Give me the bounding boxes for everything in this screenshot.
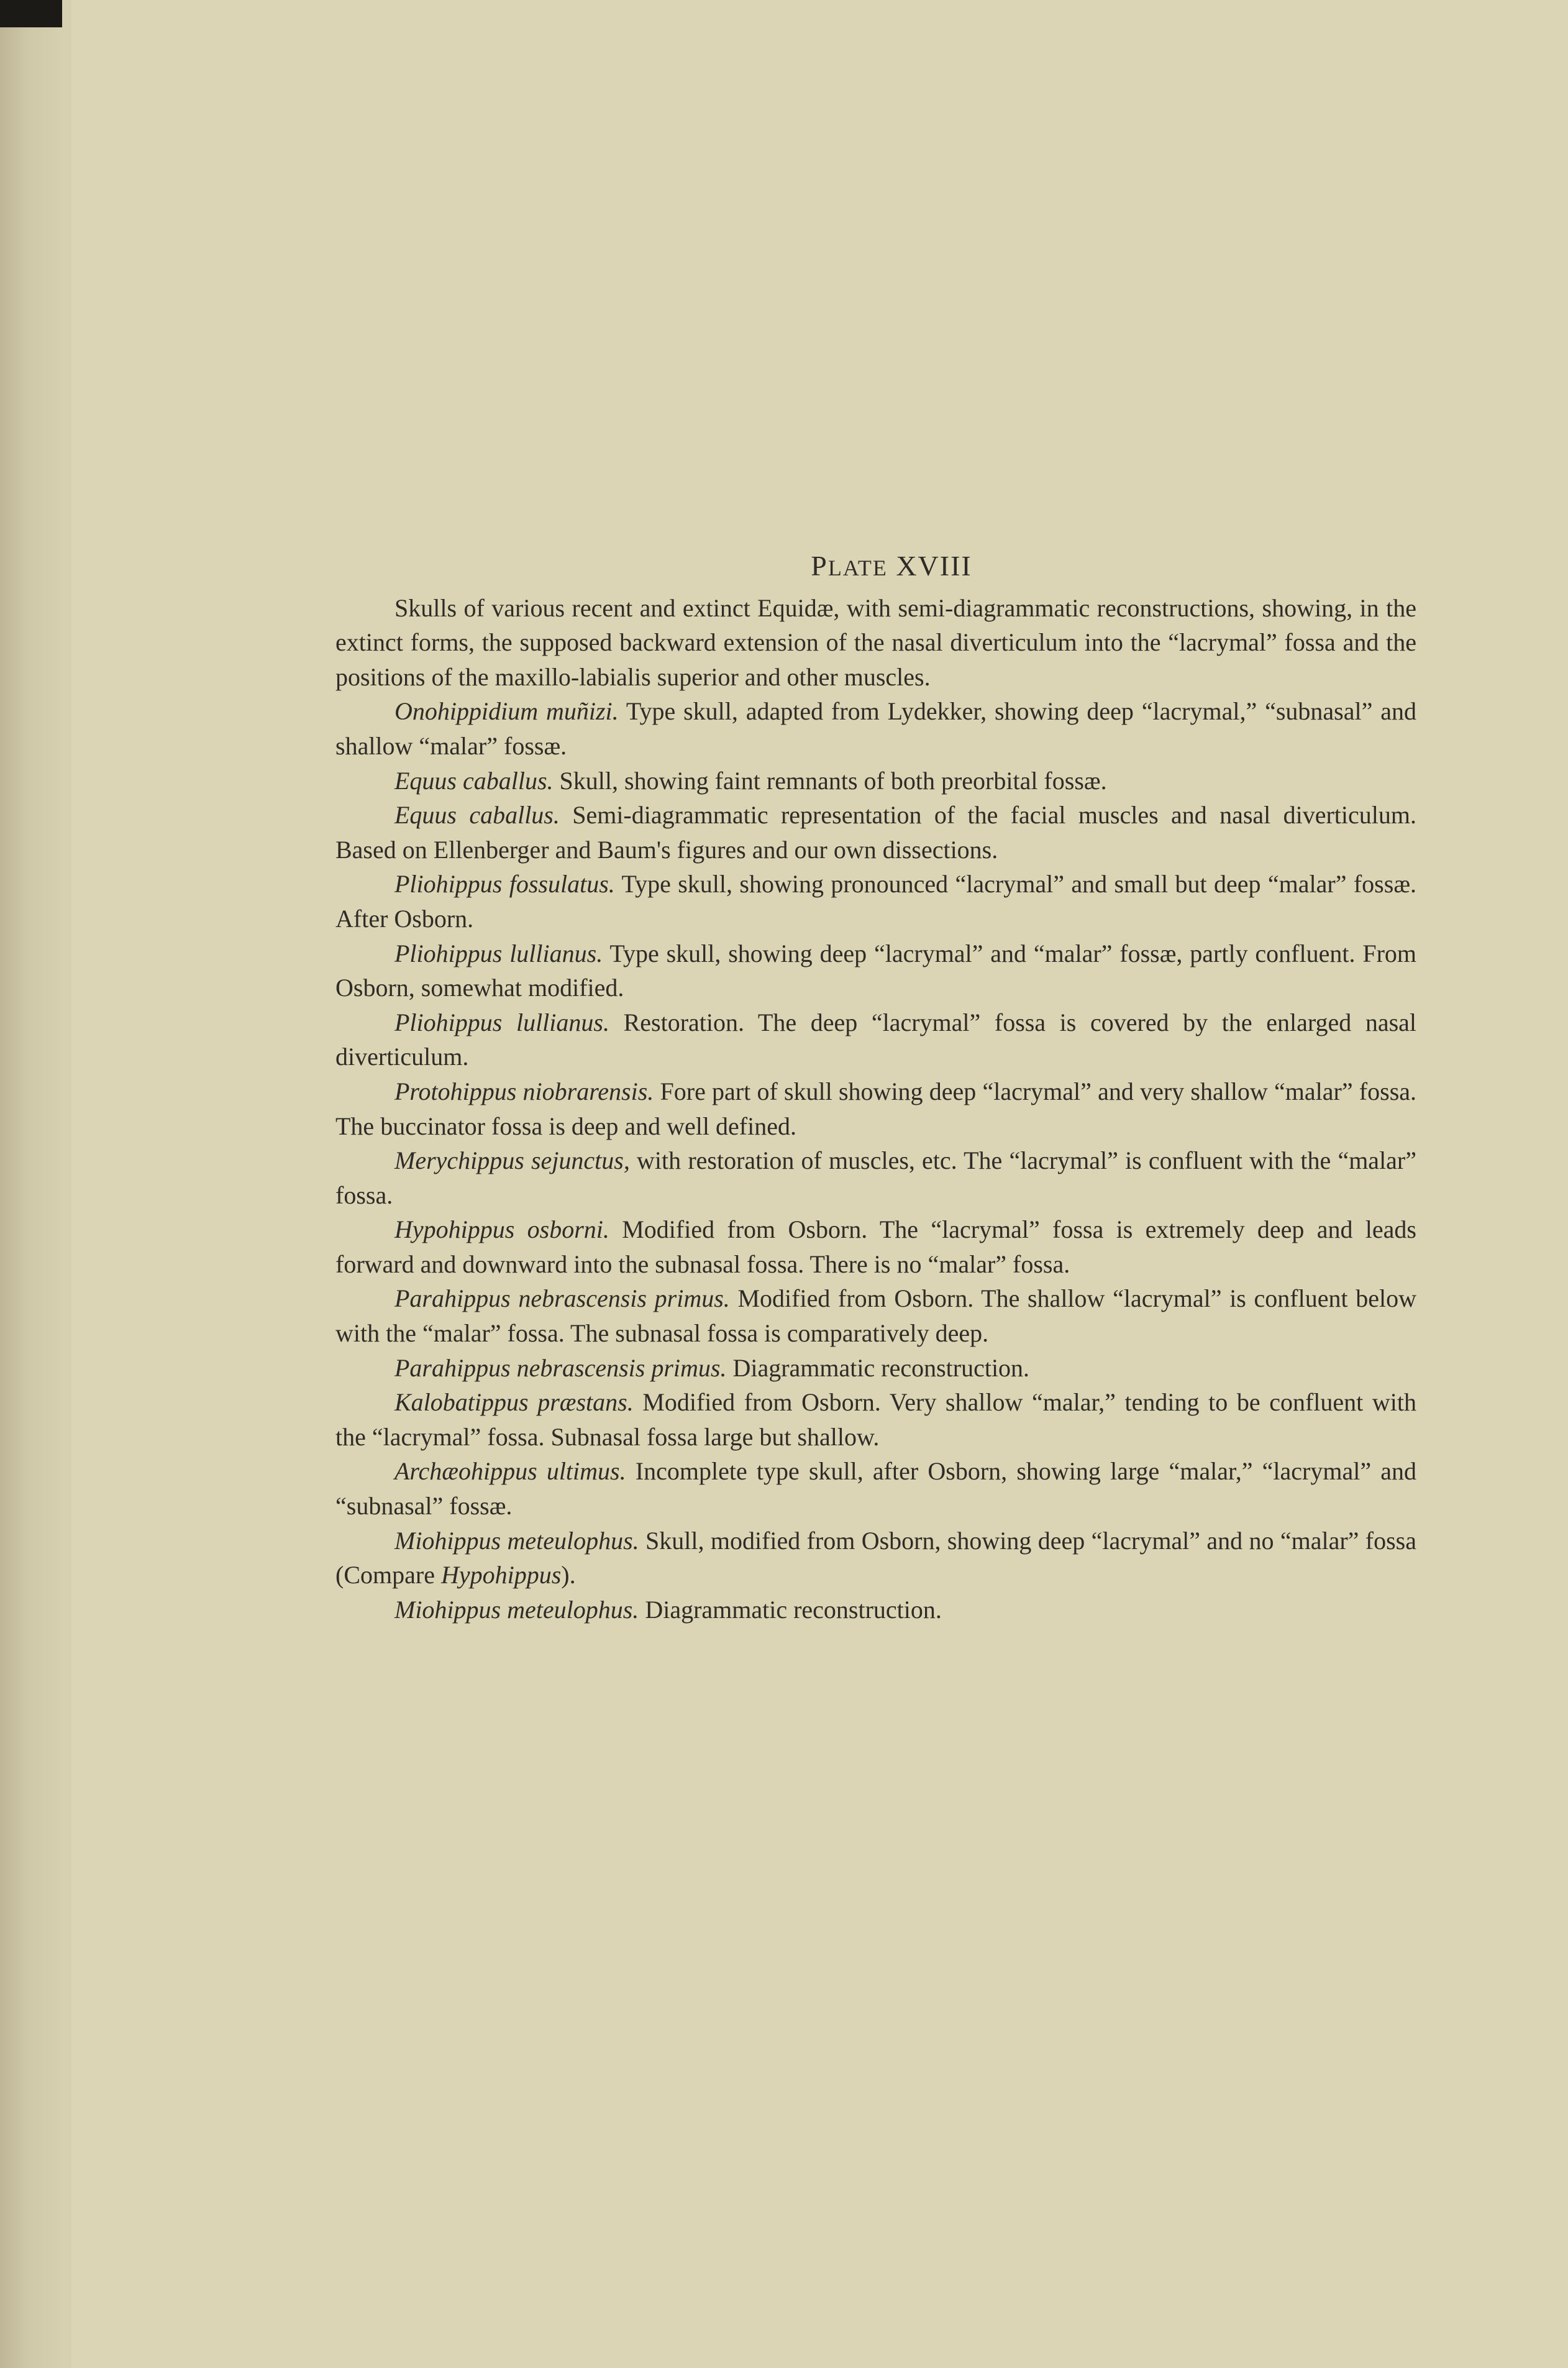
caption-text: Type skull, showing pronounced “lacrymal” and small but deep “malar” fossæ. After Osborn. (335, 870, 1416, 933)
species-name: Protohippus niobrarensis. (394, 1077, 654, 1105)
caption-text: with restoration of muscles, etc. The “lacrymal” is confluent with the “malar” fossa. (335, 1146, 1417, 1209)
species-name: Pliohippus lullianus. (394, 939, 603, 967)
species-name: Miohippus meteulophus. (394, 1526, 639, 1555)
species-name: Onohippidium muñizi. (394, 697, 619, 726)
caption-entry (335, 1143, 1416, 1212)
caption-text: Skulls of various recent and extinct Equidæ, with semi-diagrammatic reconstructions, showing, in the extinct forms, the supposed backward extension of the nasal diverticulum into the “lacrymal” fossa and the positions of the maxillo-labialis superior and other muscles. (335, 593, 1416, 691)
plate-title-smallcaps: LATE (827, 555, 888, 580)
caption-entry (335, 1074, 1416, 1143)
caption-text: Incomplete type skull, after Osborn, showing large “malar,” “lacrymal” and “subnasal” fossæ. (335, 1457, 1417, 1520)
caption-entry (335, 1005, 1416, 1074)
caption-tail: ). (561, 1561, 576, 1589)
caption-text: Diagrammatic reconstruction. (732, 1353, 1030, 1382)
caption-text: Skull, showing faint remnants of both preorbital fossæ. (559, 766, 1107, 795)
species-name: Hypohippus osborni. (394, 1215, 609, 1244)
plate-title (335, 549, 1416, 586)
species-name: Parahippus nebrascensis primus. (394, 1284, 730, 1313)
caption-text: Modified from Osborn. The “lacrymal” fossa is extremely deep and leads forward and downward into the subnasal fossa. There is no “malar” fossa. (335, 1215, 1416, 1278)
caption-entry (335, 1212, 1416, 1281)
caption-intro (335, 591, 1416, 695)
caption-entry (335, 798, 1416, 867)
caption-entry (335, 1524, 1416, 1593)
caption-text: Skull, modified from Osborn, showing deep “lacrymal” and no “malar” fossa (Compare (335, 1526, 1416, 1589)
caption-text: Restoration. The deep “lacrymal” fossa is covered by the enlarged nasal diverticulum. (335, 1008, 1417, 1071)
caption-text: Modified from Osborn. Very shallow “malar,” tending to be confluent with the “lacrymal” fossa. Subnasal fossa large but shallow. (335, 1388, 1416, 1451)
caption-entry (335, 936, 1416, 1005)
species-name: Equus caballus. (394, 766, 554, 795)
caption-entry (335, 694, 1416, 763)
species-name: Kalobatippus præstans. (394, 1388, 634, 1417)
caption-text: Diagrammatic reconstruction. (645, 1595, 942, 1624)
plate-number: XVIII (896, 550, 972, 582)
species-name: Pliohippus fossulatus. (394, 870, 615, 898)
caption-text: Semi-diagrammatic representation of the facial muscles and nasal diverticulum. Based on Ellenberger and Baum's figures and our own dissections. (335, 801, 1417, 864)
species-name: Pliohippus lullianus. (394, 1008, 609, 1036)
genus-reference: Hypohippus (440, 1561, 562, 1589)
species-name: Archæohippus ultimus. (394, 1457, 626, 1486)
species-name: Parahippus nebrascensis primus. (394, 1353, 727, 1382)
caption-text: Modified from Osborn. The shallow “lacrymal” is confluent below with the “malar” fossa. The subnasal fossa is comparatively deep. (335, 1284, 1417, 1348)
caption-entry (335, 1454, 1416, 1523)
caption-entry (335, 1593, 1416, 1627)
caption-text: Type skull, adapted from Lydekker, showing deep “lacrymal,” “subnasal” and shallow “malar” fossæ. (335, 697, 1416, 760)
species-name: Merychippus sejunctus, (394, 1146, 630, 1175)
caption-entry (335, 1351, 1416, 1386)
caption-entry (335, 764, 1416, 798)
caption-text: Type skull, showing deep “lacrymal” and “malar” fossæ, partly confluent. From Osborn, somewhat modified. (335, 939, 1416, 1002)
plate-title-initial: P (811, 550, 828, 582)
page-binding-edge (0, 0, 62, 2368)
caption-entry (335, 1281, 1416, 1350)
plate-caption-block (335, 549, 1416, 1627)
caption-entry (335, 1385, 1416, 1454)
species-name: Equus caballus. (394, 801, 560, 830)
caption-entry (335, 867, 1416, 936)
binding-tab (0, 0, 62, 27)
species-name: Miohippus meteulophus. (394, 1595, 639, 1624)
caption-text: Fore part of skull showing deep “lacrymal” and very shallow “malar” fossa. The buccinator fossa is deep and well defined. (335, 1077, 1417, 1140)
